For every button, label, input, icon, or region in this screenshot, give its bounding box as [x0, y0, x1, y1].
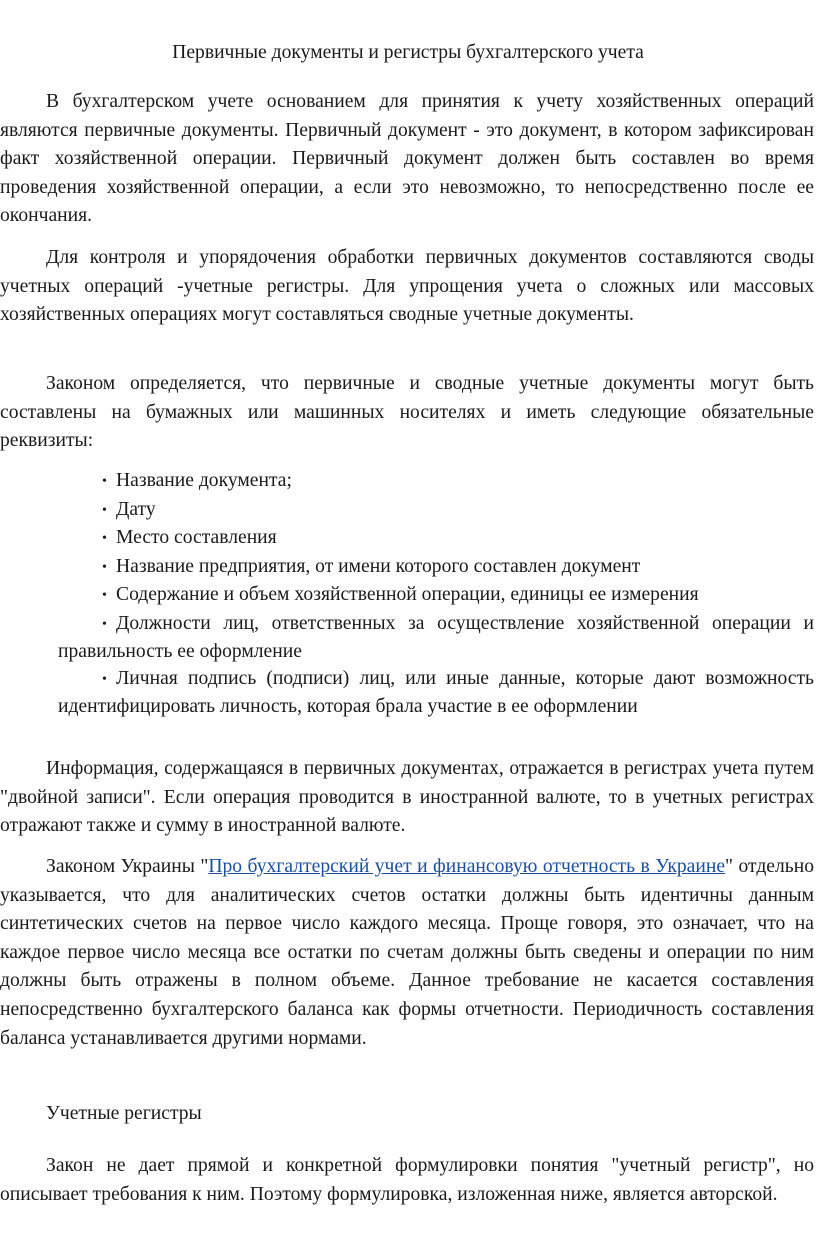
document-title: Первичные документы и регистры бухгалтерского учета: [172, 42, 644, 63]
attributes-list: [58, 468, 814, 721]
bullet-icon: •: [102, 474, 107, 489]
bullet-icon: •: [102, 531, 107, 546]
paragraph-register-definition: Закон не дает прямой и конкретной формулировки понятия "учетный регистр", но описывает требования к ним. Поэтому формулировка, изложенная ниже, является авторской.: [0, 1155, 814, 1205]
bullet-icon: •: [102, 588, 107, 603]
list-item: • Должности лиц, ответственных за осуществление хозяйственной операции и правильность ее оформление: [58, 612, 814, 662]
paragraph-double-entry: Информация, содержащаяся в первичных документах, отражается в регистрах учета путем "двойной записи". Если операция проводится в иностранной валюте, то в учетных регистрах отражают также и сумму в иностранной валюте.: [0, 758, 814, 837]
paragraph-registers-control: Для контроля и упорядочения обработки первичных документов составляются своды учетных операций -учетные регистры. Для упрощения учета о сложных или массовых хозяйственных операциях могут составляться сводные учетные документы.: [0, 247, 814, 326]
list-item: • Место составления: [58, 525, 814, 554]
paragraph-law-reference: Законом Украины "Про бухгалтерский учет и финансовую отчетность в Украине" отдельно указывается, что для аналитических счетов остатки должны быть идентичны данным синтетических счетов на первое число каждого месяца. Проще говоря, это означает, что на каждое первое число месяца все остатки по счетам должны быть сведены и операции по ним должны быть отражены в полном объеме. Данное требование не касается составления непосредственно бухгалтерского баланса как формы отчетности. Периодичность составления баланса устанавливается другими нормами.: [0, 856, 815, 1049]
paragraph-required-attributes: Законом определяется, что первичные и сводные учетные документы могут быть составлены на бумажных или машинных носителях и иметь следующие обязательные реквизиты:: [0, 373, 814, 452]
list-item: • Личная подпись (подписи) лиц, или иные данные, которые дают возможность идентифицировать личность, которая брала участие в ее оформлении: [58, 667, 814, 717]
list-item: • Название документа;: [58, 468, 814, 497]
bullet-icon: •: [102, 671, 107, 687]
paragraph-primary-documents: В бухгалтерском учете основанием для принятия к учету хозяйственных операций являются первичные документы. Первичный документ - это документ, в котором зафиксирован факт хозяйственной операции. Первичный документ должен быть составлен во время проведения хозяйственной операции, а если это невозможно, то непосредственно после ее окончания.: [0, 91, 814, 227]
bullet-icon: •: [102, 502, 107, 518]
bullet-icon: •: [102, 559, 107, 575]
list-item: • Название предприятия, от имени которого составлен документ: [58, 554, 814, 583]
section-heading-registers: Учетные регистры: [46, 1103, 202, 1124]
list-item: • Дату: [58, 497, 814, 526]
list-item: • Содержание и объем хозяйственной операции, единицы ее измерения: [58, 582, 814, 611]
bullet-icon: •: [102, 616, 107, 632]
law-link[interactable]: Про бухгалтерский учет и финансовую отчетность в Украине: [208, 856, 726, 877]
